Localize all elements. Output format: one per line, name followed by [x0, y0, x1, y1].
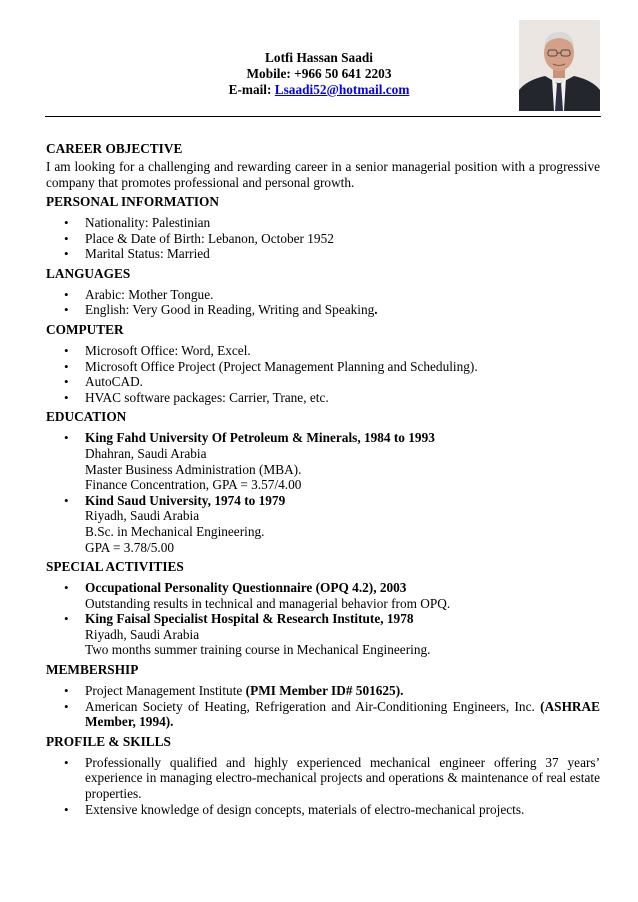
list-item: • Microsoft Office Project (Project Management Planning and Scheduling).: [46, 359, 600, 375]
english-level: English: Very Good in Reading, Writing and Speaking: [85, 302, 375, 318]
section-heading-languages: LANGUAGES: [46, 265, 131, 281]
membership-id: (ASHRAE Member, 1994).: [85, 698, 600, 730]
education-detail: B.Sc. in Mechanical Engineering.: [85, 523, 265, 539]
special-activities-section: [46, 559, 600, 658]
list-item: • Arabic: Mother Tongue.: [46, 287, 600, 303]
education-title: • Kind Saud University, 1974 to 1979: [85, 492, 286, 508]
personal-information-section: [46, 194, 600, 262]
section-heading-personal: PERSONAL INFORMATION: [46, 194, 219, 209]
personal-list: [46, 215, 600, 262]
membership-entry: [46, 699, 600, 730]
education-list: [46, 430, 600, 555]
education-detail: Dhahran, Saudi Arabia: [85, 445, 207, 461]
section-heading-computer: COMPUTER: [46, 321, 124, 337]
membership-org: American Society of Heating, Refrigeration and Air-Conditioning Engineers, Inc.: [85, 698, 541, 714]
list-item: • Place & Date of Birth: Lebanon, October 1952: [46, 231, 600, 247]
list-item: • Microsoft Office: Word, Excel.: [46, 343, 600, 359]
list-item: • Nationality: Palestinian: [46, 215, 600, 231]
education-detail: Riyadh, Saudi Arabia: [85, 508, 200, 524]
computer-section: [46, 322, 600, 405]
membership-id: (PMI Member ID# 501625).: [245, 683, 404, 699]
computer-list: [46, 343, 600, 405]
list-item: • HVAC software packages: Carrier, Trane, etc.: [46, 390, 600, 406]
email-label: E-mail:: [228, 82, 272, 97]
membership-org: Project Management Institute: [85, 683, 246, 699]
education-detail: Master Business Administration (MBA).: [85, 461, 302, 477]
profile-list: [46, 755, 600, 817]
activities-list: [46, 580, 600, 658]
membership-list: [46, 683, 600, 730]
career-objective-section: [46, 141, 600, 190]
activity-detail: Two months summer training course in Mechanical Engineering.: [85, 642, 431, 658]
activity-title: • Occupational Personality Questionnaire (OPQ 4.2), 2003: [85, 580, 407, 596]
candidate-name: Lotfi Hassan Saadi: [265, 50, 373, 65]
trailing-period: .: [374, 302, 378, 318]
list-item: [46, 302, 600, 318]
header-divider: [45, 116, 601, 117]
education-entry: [46, 493, 600, 555]
section-heading-objective: CAREER OBJECTIVE: [46, 141, 183, 156]
list-item: • Marital Status: Married: [46, 246, 600, 262]
education-title: • King Fahd University Of Petroleum & Minerals, 1984 to 1993: [85, 430, 435, 446]
mobile-number: +966 50 641 2203: [294, 66, 392, 81]
activity-detail: Riyadh, Saudi Arabia: [85, 626, 200, 642]
objective-text: I am looking for a challenging and rewarding career in a senior managerial position with a progressive company that promotes professional and personal growth.: [46, 159, 600, 190]
resume-body: [46, 141, 600, 821]
membership-entry: [46, 683, 600, 699]
list-item: • Professionally qualified and highly experienced mechanical engineer offering 37 years’ experience in managing electro-mechanical projects and operations & maintenance of real estate properties.: [46, 755, 600, 802]
profile-skills-section: [46, 734, 600, 817]
profile-photo: [519, 20, 600, 111]
languages-section: [46, 266, 600, 318]
education-entry: [46, 430, 600, 492]
activity-detail: Outstanding results in technical and managerial behavior from OPQ.: [85, 595, 451, 611]
education-detail: GPA = 3.78/5.00: [85, 539, 175, 555]
languages-list: [46, 287, 600, 318]
mobile-label: Mobile:: [246, 66, 291, 81]
education-detail: Finance Concentration, GPA = 3.57/4.00: [85, 477, 302, 493]
membership-section: [46, 662, 600, 730]
section-heading-activities: SPECIAL ACTIVITIES: [46, 559, 184, 575]
list-item: • Extensive knowledge of design concepts, materials of electro-mechanical projects.: [46, 802, 600, 818]
section-heading-education: EDUCATION: [46, 409, 127, 425]
section-heading-profile: PROFILE & SKILLS: [46, 733, 171, 749]
list-item: • AutoCAD.: [46, 374, 600, 390]
activity-entry: [46, 611, 600, 658]
activity-title: • King Faisal Specialist Hospital & Research Institute, 1978: [85, 611, 414, 627]
activity-entry: [46, 580, 600, 611]
education-section: [46, 409, 600, 555]
section-heading-membership: MEMBERSHIP: [46, 662, 139, 678]
email-link[interactable]: Lsaadi52@hotmail.com: [274, 82, 410, 97]
